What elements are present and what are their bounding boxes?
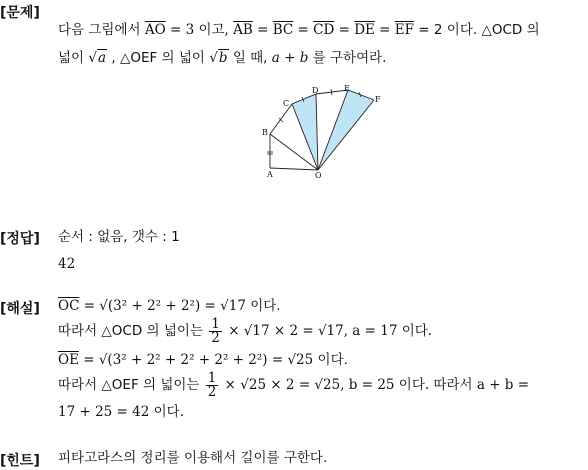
solution-line-3	[58, 352, 348, 368]
segment-EF: $\overline{EF}$	[394, 22, 415, 38]
segment-BC: $\overline{BC}$	[272, 22, 294, 38]
problem-text: = 3 이고,	[165, 22, 234, 38]
segment-CD: $\overline{CD}$	[313, 22, 335, 38]
equals: =	[293, 22, 314, 38]
solution-line-4	[58, 372, 529, 399]
equals: =	[334, 22, 355, 38]
point-label-C: C	[283, 99, 290, 108]
solution-label: [해설]	[0, 301, 40, 317]
problem-text: , △OEF 의 넓이	[111, 50, 205, 66]
fraction-half: $\frac{1}{2}$	[207, 370, 217, 400]
sqrt-b: b	[218, 50, 228, 66]
problem-text: 넓이	[58, 50, 85, 66]
solution-text: 이다.	[317, 352, 348, 368]
solution-expr: = √(3² + 2² + 2² + 2² + 2²) = √25	[78, 352, 314, 368]
solution-text: 따라서 △OEF 의 넓이는	[58, 377, 200, 393]
solution-text: 따라서 △OCD 의 넓이는	[58, 323, 203, 339]
problem-text: 일 때,	[232, 50, 268, 66]
problem-line-1	[58, 22, 540, 38]
point-label-O: O	[315, 171, 322, 180]
hint-label: [힌트]	[0, 453, 40, 469]
solution-text: 이다.	[250, 298, 281, 314]
solution-expr: × √17 × 2 = √17, a = 17 이다.	[228, 323, 433, 339]
answer-value: 42	[58, 256, 76, 272]
solution-line-1	[58, 298, 281, 314]
answer-label: [정답]	[0, 231, 40, 247]
segment-AO: $\overline{AO}$	[144, 22, 166, 38]
fraction-half: $\frac{1}{2}$	[211, 316, 220, 346]
problem-text: = 2 이다. △OCD 의	[414, 22, 540, 38]
problem-text: 를 구하여라.	[312, 50, 387, 66]
sqrt-a: a	[98, 50, 107, 66]
point-label-B: B	[262, 128, 268, 137]
geometry-figure	[258, 84, 388, 184]
problem-line-2: 넓이 √a , △OEF 의 넓이 √b 일 때, a + b 를 구하여라.	[58, 50, 387, 66]
segment-AB: $\overline{AB}$	[233, 22, 253, 38]
solution-line-2	[58, 318, 432, 345]
problem-text: 다음 그림에서	[58, 22, 141, 38]
point-label-A: A	[267, 170, 273, 179]
solution-expr: = √(3² + 2² + 2²) = √17	[79, 298, 246, 314]
point-label-D: D	[312, 86, 319, 95]
triangle-OCD	[292, 94, 318, 170]
hint-text: 피타고라스의 정리를 이용해서 길이를 구한다.	[58, 450, 328, 466]
problem-label: [문제]	[0, 5, 40, 21]
segment-OC: $\overline{OC}$	[58, 298, 80, 314]
solution-line-5: 17 + 25 = 42 이다.	[58, 404, 184, 420]
answer-order: 순서 : 없음, 갯수 : 1	[58, 229, 180, 245]
solution-expr: × √25 × 2 = √25, b = 25 이다. 따라서 a + b =	[224, 377, 530, 393]
segment-OE: $\overline{OE}$	[58, 352, 79, 368]
point-label-F: F	[375, 95, 381, 104]
equals: =	[374, 22, 395, 38]
expr-a-plus-b: a + b	[271, 50, 309, 66]
segment-AO-line	[270, 168, 318, 170]
equals: =	[252, 22, 273, 38]
segment-DE: $\overline{DE}$	[354, 22, 375, 38]
point-label-E: E	[344, 84, 350, 93]
triangle-OEF	[318, 90, 374, 170]
